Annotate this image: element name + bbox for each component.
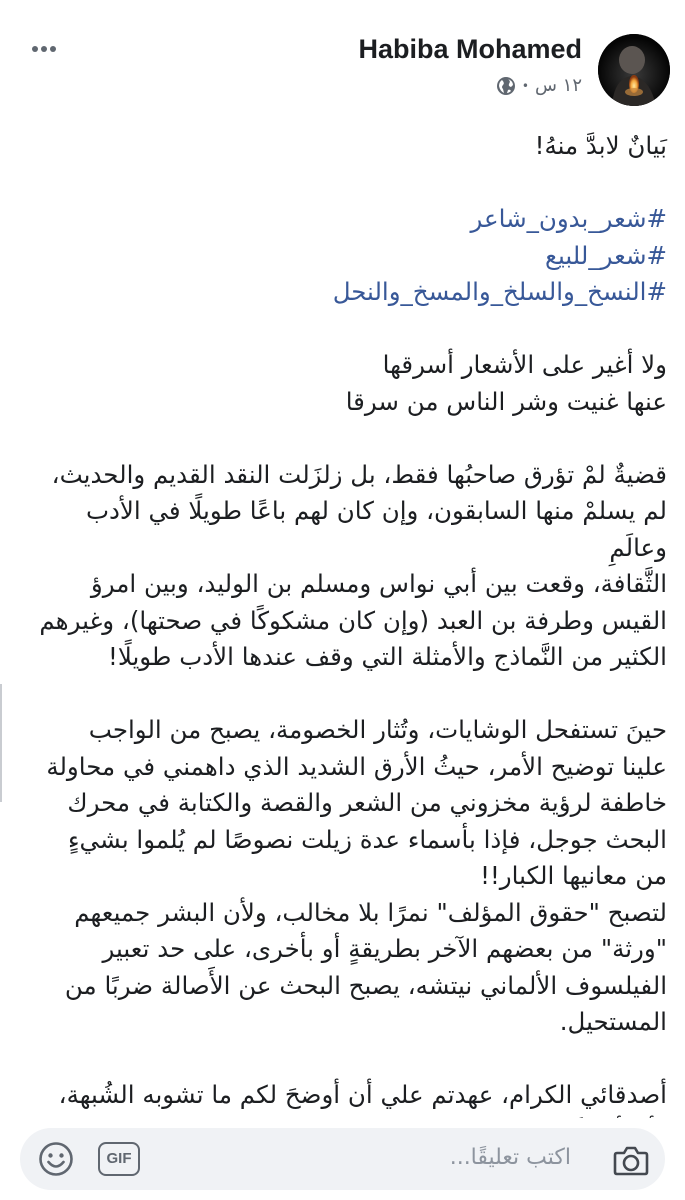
post-spacer	[22, 165, 667, 202]
post-text-line: عنها غنيت وشر الناس من سرقا	[345, 386, 667, 416]
post-hashtag[interactable]: #شعر_بدون_شاعر	[470, 204, 667, 233]
post-spacer	[22, 420, 667, 457]
post-text-line: لتصبح "حقوق المؤلف" نمرًا بلا مخالب، ولأن البشر جميعهم	[74, 897, 667, 927]
post-text-line: البحث جوجل، فإذا بأسماء عدة زيلت نصوصًا لم يُلموا بشيءٍ	[68, 824, 667, 854]
post-text-line: لم يسلمْ منها السابقون، وإن كان لهم باعًا طويلًا في الأدب وعالَمِ	[85, 496, 667, 562]
post-hashtag[interactable]: #شعر_للبيع	[544, 240, 667, 270]
post-text-line: من معانيها الكبار!!	[480, 861, 667, 890]
author-name[interactable]: Habiba Mohamed	[358, 34, 582, 64]
comment-composer	[0, 1118, 685, 1200]
post-text-line: المستحيل.	[559, 1007, 667, 1036]
post-spacer	[22, 311, 667, 348]
comment-input[interactable]	[20, 1128, 665, 1190]
comment-placeholder: اكتب تعليقًا...	[449, 1145, 571, 1170]
post-hashtag[interactable]: #النسخ_والسلخ_والمسخ_والنحل	[332, 277, 667, 306]
post-text-line: بَيانٌ لابدَّ منهُ!	[534, 131, 667, 160]
post-text-line: "ورثة" من بعضهم الآخر بطريقةٍ أو بأخرى، على حد تعبير	[102, 934, 667, 963]
globe-icon[interactable]	[496, 76, 516, 96]
camera-icon[interactable]	[611, 1140, 651, 1180]
post-text-line: الكثير من النَّماذج والأمثلة التي وقف عندها الأدب طويلًا!	[108, 642, 667, 671]
post-text-line: الفيلسوف الألماني نيتشه، يصبح البحث عن الأَصالة ضربًا من	[64, 970, 667, 1000]
post-text-line: ولا أغير على الأشعار أسرقها	[382, 350, 667, 379]
post-text-line: قضيةٌ لمْ تؤرق صاحبُها فقط، بل زلزَلت النقد القديم والحديث،	[51, 459, 667, 489]
more-options-icon[interactable]	[28, 38, 60, 62]
post-body	[22, 128, 667, 1150]
post-spacer	[22, 1041, 667, 1078]
post-timestamp[interactable]: ١٢ س	[534, 75, 582, 96]
post-text-line: أصدقائي الكرام، عهدتم علي أن أوضحَ لكم ما تشوبه الشُبهة،	[58, 1080, 667, 1109]
avatar[interactable]	[598, 34, 670, 106]
post-text-line: حينَ تستفحل الوشايات، وتُثار الخصومة، يصبح من الواجب	[88, 715, 667, 744]
emoji-icon[interactable]	[38, 1141, 74, 1177]
post-meta	[496, 75, 582, 96]
post-text-line: القيس وطرفة بن العبد (وإن كان مشكوكًا في صحتها)، وغيرهم	[39, 605, 667, 635]
post-header	[0, 0, 685, 110]
post-text-line: خاطفة لرؤية مخزوني من الشعر والقصة والكتابة في محرك	[67, 788, 667, 817]
edge-marker	[0, 684, 7, 802]
meta-separator: •	[521, 78, 529, 93]
gif-icon[interactable]: GIF	[98, 1142, 140, 1176]
post-text-line: علينا توضيح الأمر، حيثُ الأرق الشديد الذي داهمني في محاولة	[46, 751, 667, 781]
post-text-line: الثَّقافة، وقعت بين أبي نواس ومسلم بن الوليد، وبين امرؤ	[90, 569, 667, 598]
post-spacer	[22, 676, 667, 713]
